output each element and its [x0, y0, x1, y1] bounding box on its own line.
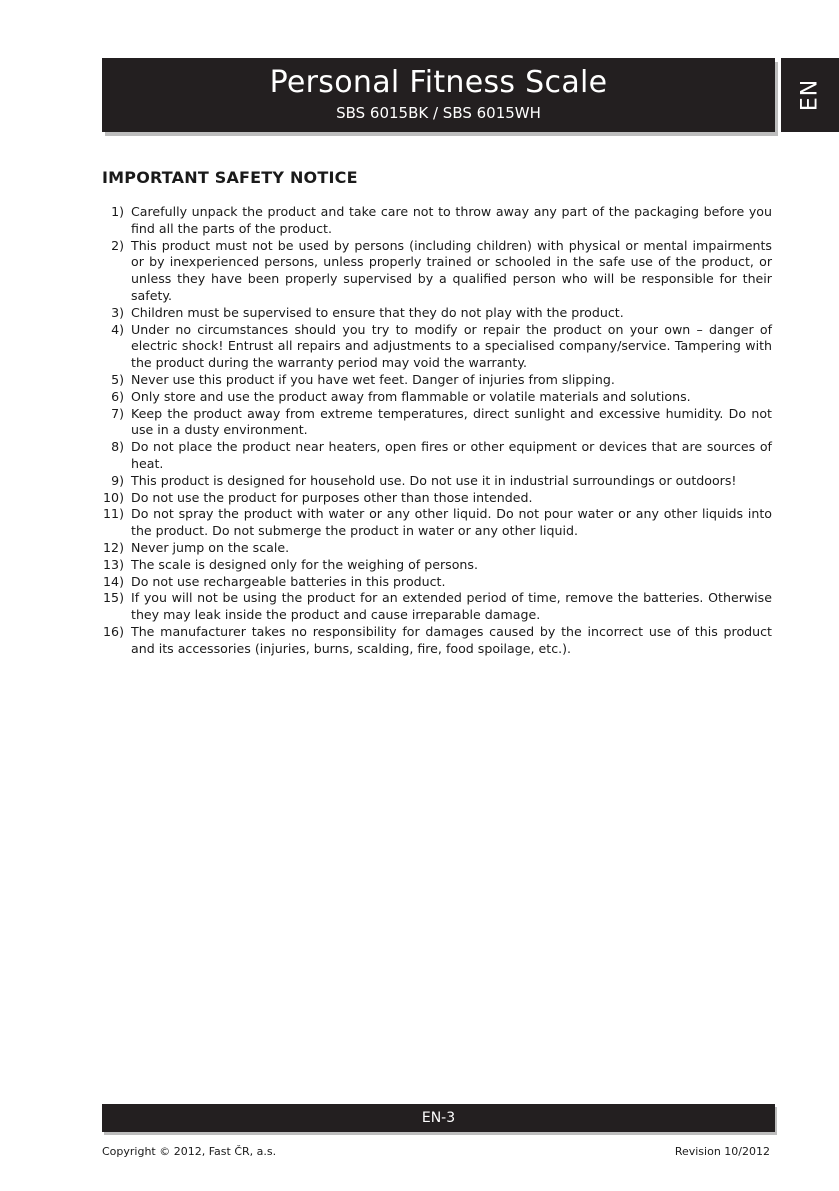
footer-bar — [102, 1104, 775, 1132]
item-text: Do not spray the product with water or any other liquid. Do not pour water or any other liquids into the product. Do not submerge the product in water or any other liquid. — [131, 506, 772, 539]
header-bar — [102, 58, 775, 132]
list-item — [102, 506, 772, 540]
item-number: 14) — [103, 573, 124, 589]
item-number: 5) — [111, 371, 124, 387]
list-item — [102, 490, 772, 507]
item-text: Keep the product away from extreme temperatures, direct sunlight and excessive humidity. Do not use in a dusty environment. — [131, 405, 772, 438]
item-text: Under no circumstances should you try to modify or repair the product on your own – danger of electric shock! Entrust all repairs and adjustments to a specialised company/service. Tampering with the product during the warranty period may void the warranty. — [131, 321, 772, 371]
list-item — [102, 624, 772, 658]
item-text: Never jump on the scale. — [131, 539, 290, 555]
item-number: 11) — [103, 506, 124, 522]
model-numbers: SBS 6015BK / SBS 6015WH — [336, 104, 541, 122]
item-number: 4) — [111, 321, 124, 337]
item-number: 7) — [111, 405, 124, 421]
item-number: 8) — [111, 439, 124, 455]
item-number: 6) — [111, 388, 124, 404]
item-number: 10) — [103, 489, 124, 505]
section-heading: IMPORTANT SAFETY NOTICE — [102, 168, 358, 187]
item-text: Children must be supervised to ensure that they do not play with the product. — [131, 304, 624, 320]
list-item — [102, 439, 772, 473]
item-text: This product must not be used by persons (including children) with physical or mental impairments or by inexperienced persons, unless properly trained or schooled in the safe use of the product, or unless they have been properly supervised by a qualified person who will be responsible for their safety. — [131, 237, 772, 303]
item-text: Never use this product if you have wet feet. Danger of injuries from slipping. — [131, 371, 615, 387]
item-text: The scale is designed only for the weighing of persons. — [131, 556, 478, 572]
language-tab — [781, 58, 839, 132]
item-number: 2) — [111, 237, 124, 253]
list-item — [102, 590, 772, 624]
item-text: Carefully unpack the product and take care not to throw away any part of the packaging before you find all the parts of the product. — [131, 204, 772, 236]
item-text: The manufacturer takes no responsibility for damages caused by the incorrect use of this product and its accessories (injuries, burns, scalding, fire, food spoilage, etc.). — [131, 623, 772, 656]
language-tab-label: EN — [797, 78, 823, 112]
item-number: 3) — [111, 304, 124, 320]
item-text: Only store and use the product away from flammable or volatile materials and solutions. — [131, 388, 691, 404]
list-item — [102, 238, 772, 305]
item-number: 16) — [103, 623, 124, 639]
list-item — [102, 322, 772, 372]
item-number: 13) — [103, 556, 124, 572]
list-item — [102, 557, 772, 574]
item-text: Do not use the product for purposes other than those intended. — [131, 489, 533, 505]
document-title: Personal Fitness Scale — [269, 65, 608, 100]
list-item — [102, 473, 772, 490]
revision-text: Revision 10/2012 — [674, 1145, 770, 1158]
item-number: 12) — [103, 539, 124, 555]
list-item — [102, 574, 772, 591]
list-item — [102, 406, 772, 440]
item-number: 1) — [111, 204, 124, 219]
list-item — [102, 372, 772, 389]
page-number: EN-3 — [421, 1110, 456, 1126]
item-text: Do not place the product near heaters, open fires or other equipment or devices that are sources of heat. — [131, 439, 772, 471]
safety-notice-list — [102, 204, 772, 658]
list-item — [102, 204, 772, 238]
item-text: Do not use rechargeable batteries in this product. — [131, 573, 446, 589]
item-text: This product is designed for household use. Do not use it in industrial surroundings or outdoors! — [131, 472, 737, 488]
list-item — [102, 540, 772, 557]
list-item — [102, 305, 772, 322]
item-text: If you will not be using the product for an extended period of time, remove the batteries. Otherwise they may leak inside the product and cause irreparable damage. — [131, 590, 772, 623]
item-number: 15) — [103, 590, 124, 606]
copyright-text: Copyright © 2012, Fast ČR, a.s. — [102, 1145, 277, 1158]
list-item — [102, 389, 772, 406]
item-number: 9) — [111, 472, 124, 488]
